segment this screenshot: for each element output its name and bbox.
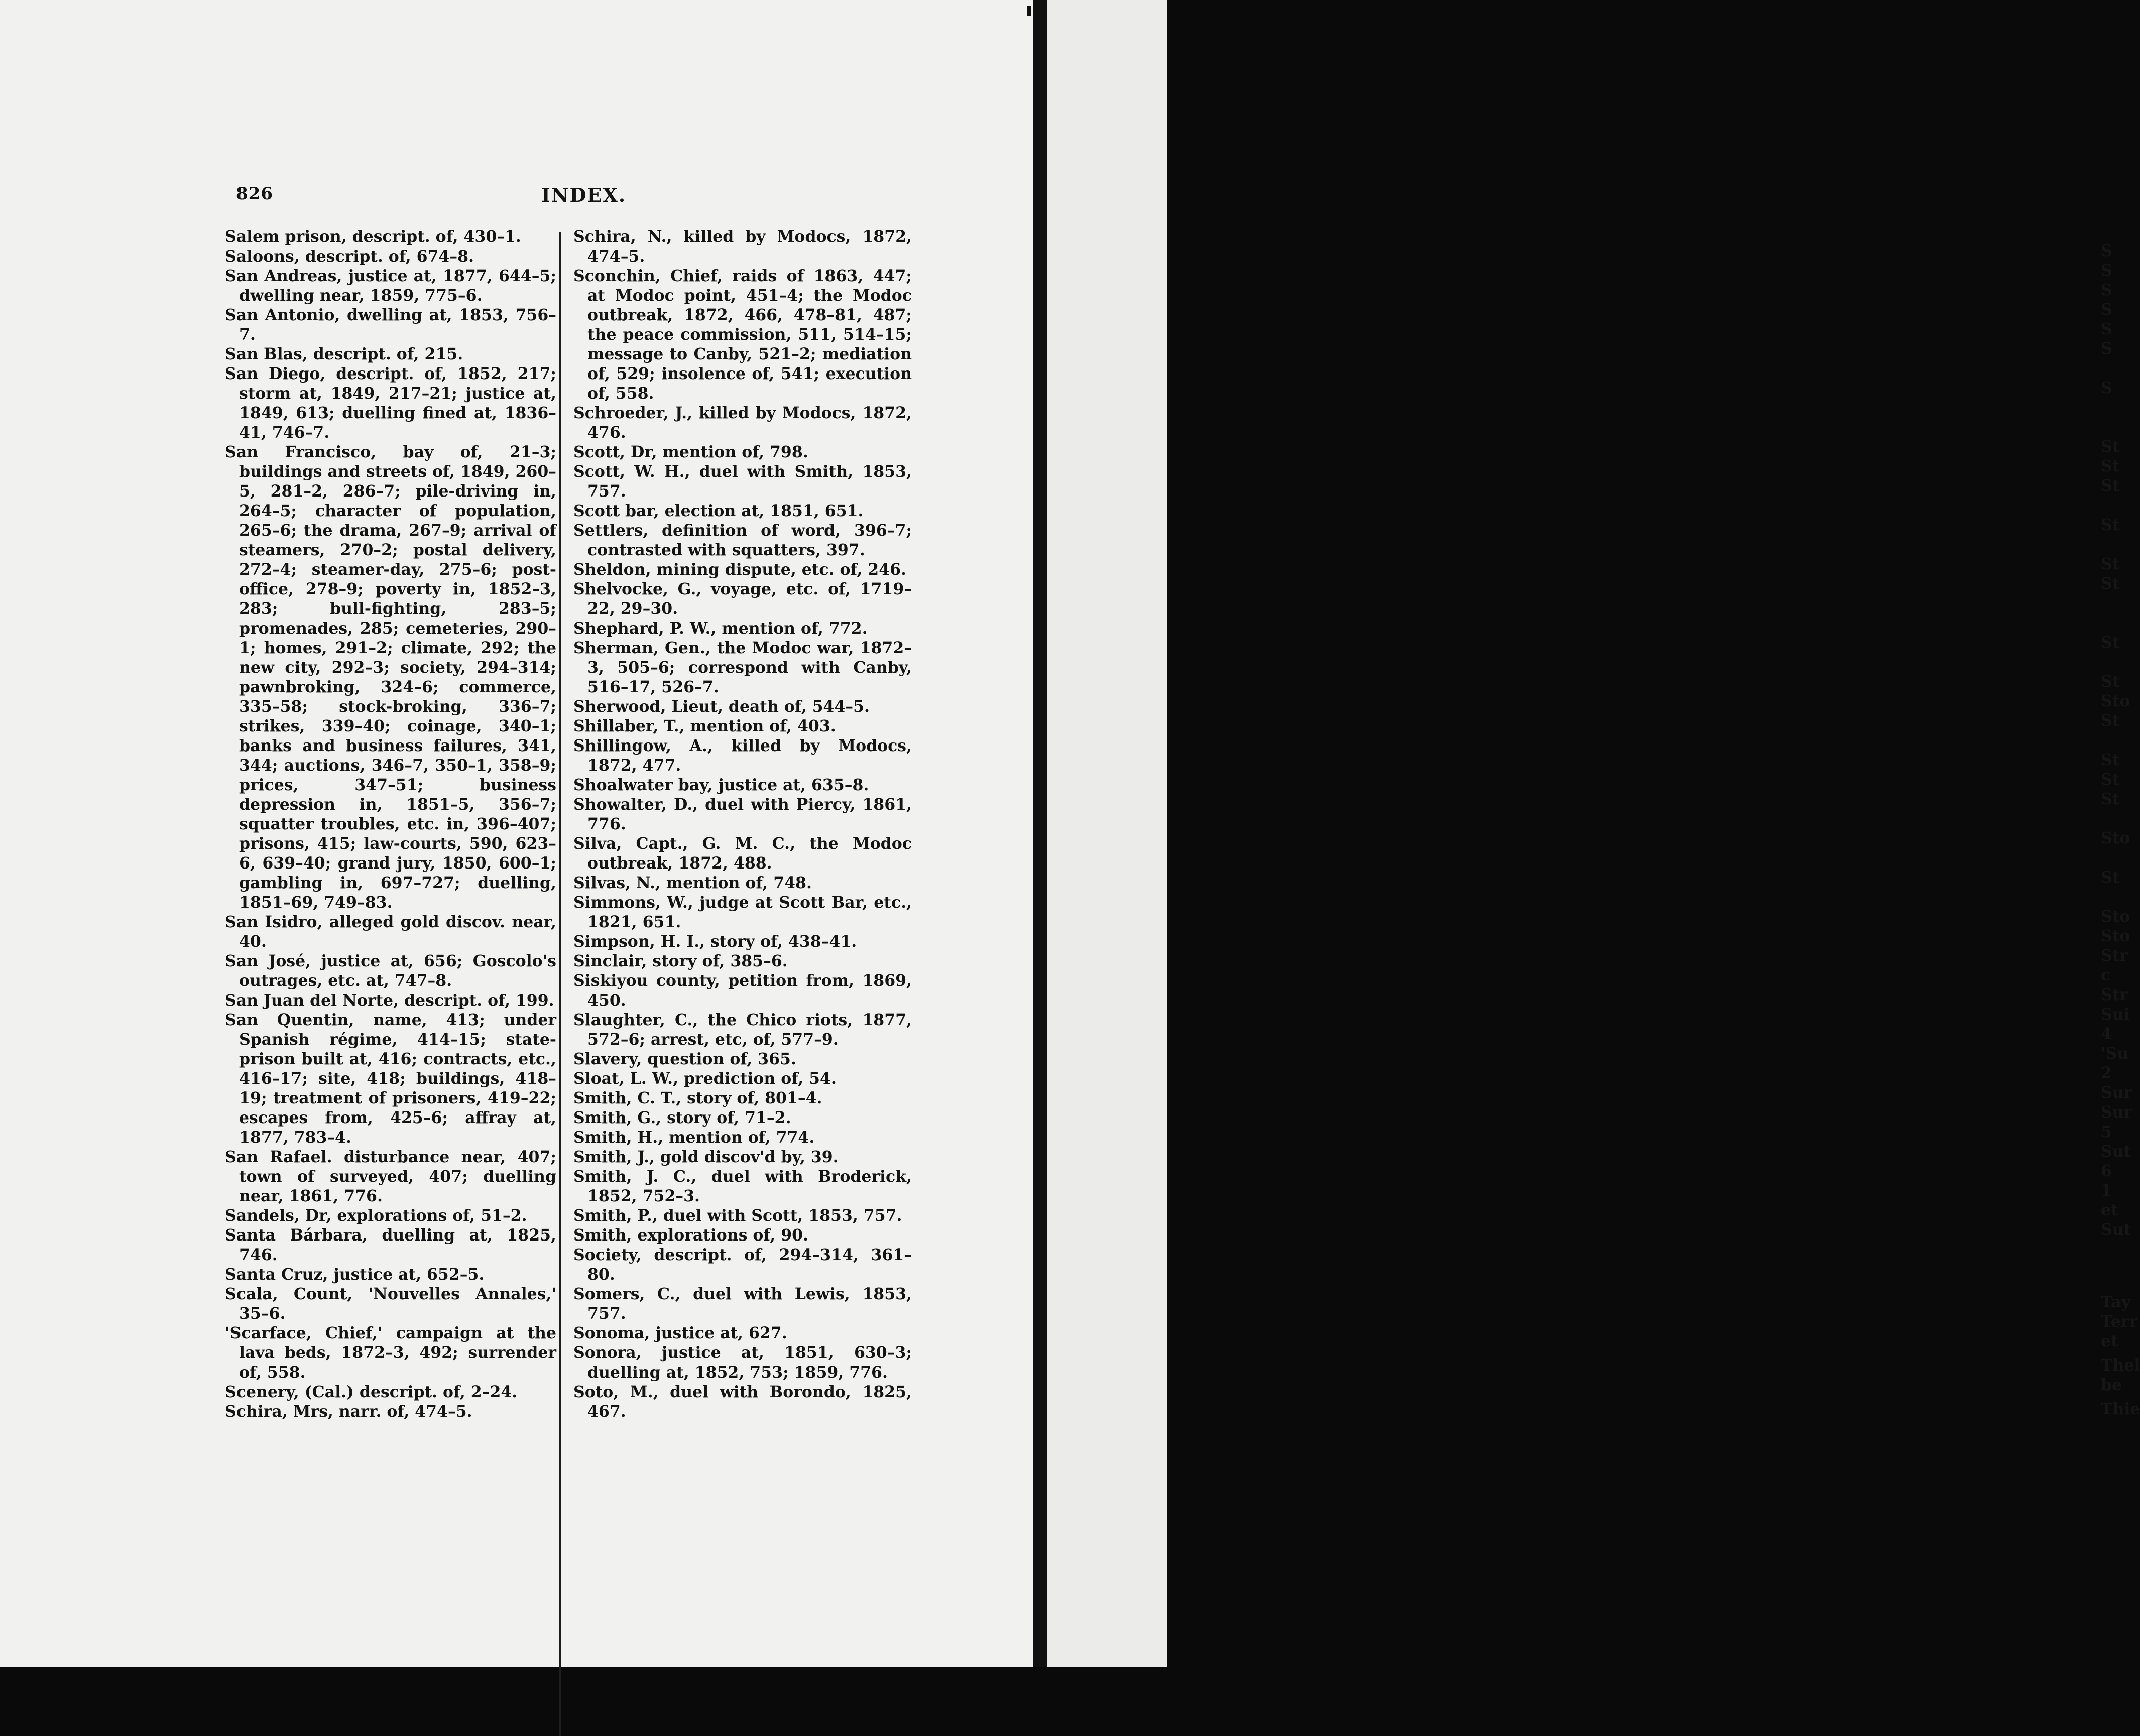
index-entry: San Francisco, bay of, 21–3; buildings and streets of, 1849, 260–5, 281–2, 286–7; pile-driving in, 264–5; character of population, 265–6; the drama, 267–9; arrival of steamers, 270–2; postal delivery, 272–4; steamer-day, 275–6; post-office, 278–9; poverty in, 1852–3, 283; bull-fighting, 283–5; promenades, 285; cemeteries, 290–1; homes, 291–2; climate, 292; the new city, 292–3; society, 294–314; pawnbroking, 324–6; commerce, 335–58; stock-broking, 336–7; strikes, 339–40; coinage, 340–1; banks and business failures, 341, 344; auctions, 346–7, 350–1, 358–9; prices, 347–51; business depression in, 1851–5, 356–7; squatter troubles, etc. in, 396–407; prisons, 415; law-courts, 590, 623–6, 639–40; grand jury, 1850, 600–1; gambling in, 697–727; duelling, 1851–69, 749–83.: [225, 443, 556, 912]
adjacent-page-fragment: St: [2101, 868, 2120, 887]
running-head: [0, 184, 1033, 209]
adjacent-page-fragment: St: [2101, 770, 2120, 789]
adjacent-page-fragment: et: [2101, 1201, 2118, 1219]
index-entry: 'Scarface, Chief,' campaign at the lava beds, 1872–3, 492; surrender of, 558.: [225, 1324, 556, 1382]
adjacent-page-fragment: S: [2101, 379, 2112, 397]
adjacent-page-fragment: St: [2101, 555, 2120, 573]
adjacent-page-fragment: 6: [2101, 1162, 2112, 1180]
index-entry: San Blas, descript. of, 215.: [225, 345, 463, 363]
adjacent-page-fragment: Sui: [2101, 1005, 2130, 1024]
index-entry: San Juan del Norte, descript. of, 199.: [225, 991, 554, 1010]
adjacent-page-fragment: be: [2101, 1376, 2122, 1394]
book-page: [0, 0, 1033, 1667]
index-entry: Sonora, justice at, 1851, 630–3; duelling at, 1852, 753; 1859, 776.: [573, 1343, 912, 1382]
index-entry: Sandels, Dr, explorations of, 51–2.: [225, 1206, 527, 1225]
index-entry: Sherman, Gen., the Modoc war, 1872–3, 505–6; correspond with Canby, 516–17, 526–7.: [573, 639, 912, 696]
adjacent-page-fragment: St: [2101, 633, 2120, 652]
adjacent-page-fragment: Sto: [2101, 829, 2130, 847]
page-number: 826: [236, 184, 273, 204]
adjacent-page-fragment: Sto: [2101, 927, 2130, 945]
adjacent-page-fragment: Thie: [2101, 1400, 2140, 1418]
index-entry: Smith, G., story of, 71–2.: [573, 1108, 791, 1127]
index-entry: Showalter, D., duel with Piercy, 1861, 776.: [573, 795, 912, 833]
index-column-left: [225, 227, 556, 1421]
index-entry: Salem prison, descript. of, 430–1.: [225, 227, 521, 246]
index-entry: Scott, W. H., duel with Smith, 1853, 757.: [573, 462, 912, 501]
adjacent-page-fragment: S: [2101, 339, 2112, 358]
index-entry: Smith, P., duel with Scott, 1853, 757.: [573, 1206, 902, 1225]
index-entry: Shillaber, T., mention of, 403.: [573, 717, 836, 735]
index-entry: Sherwood, Lieut, death of, 544–5.: [573, 697, 870, 716]
index-entry: Somers, C., duel with Lewis, 1853, 757.: [573, 1285, 912, 1323]
adjacent-page-fragment: St: [2101, 574, 2120, 593]
adjacent-page-fragment: Sur: [2101, 1083, 2132, 1102]
index-entry: San Diego, descript. of, 1852, 217; storm at, 1849, 217–21; justice at, 1849, 613; duelling fined at, 1836–41, 746–7.: [225, 364, 556, 442]
index-entry: Shelvocke, G., voyage, etc. of, 1719–22, 29–30.: [573, 580, 912, 618]
adjacent-page-fragment: St: [2101, 437, 2120, 456]
page-corner-mark: [1027, 6, 1031, 16]
index-column-right: [573, 227, 912, 1421]
index-entry: Shephard, P. W., mention of, 772.: [573, 619, 868, 638]
page-gutter: [1033, 0, 1047, 1667]
index-entry: Schira, N., killed by Modocs, 1872, 474–5.: [573, 227, 912, 266]
index-entry: Schroeder, J., killed by Modocs, 1872, 476.: [573, 404, 912, 442]
index-entry: Smith, explorations of, 90.: [573, 1226, 808, 1245]
adjacent-page-fragment: Sur: [2101, 1103, 2132, 1122]
adjacent-page-fragment: Str: [2101, 946, 2128, 965]
adjacent-page-fragment: S: [2101, 281, 2112, 299]
adjacent-page-fragment: Thel: [2101, 1356, 2140, 1375]
index-entry: Shoalwater bay, justice at, 635–8.: [573, 776, 869, 794]
adjacent-page-fragment: Str: [2101, 985, 2128, 1004]
index-entry: Scenery, (Cal.) descript. of, 2–24.: [225, 1383, 518, 1401]
adjacent-page-fragment: Tay: [2101, 1293, 2131, 1311]
adjacent-page-fragment: St: [2101, 457, 2120, 475]
adjacent-page-fragment: S: [2101, 320, 2112, 338]
adjacent-page-fragment: St: [2101, 516, 2120, 534]
page-title: INDEX.: [541, 184, 627, 206]
index-entry: Sloat, L. W., prediction of, 54.: [573, 1069, 837, 1088]
adjacent-page-fragment: St: [2101, 790, 2120, 808]
index-entry: San Quentin, name, 413; under Spanish régime, 414–15; state-prison built at, 416; contracts, etc., 416–17; site, 418; buildings, 418–19; treatment of prisoners, 419–22; escapes from, 425–6; affray at, 1877, 783–4.: [225, 1011, 556, 1147]
adjacent-page-fragment: Sto: [2101, 907, 2130, 926]
index-entry: San Isidro, alleged gold discov. near, 40.: [225, 913, 556, 951]
adjacent-page-fragment: St: [2101, 751, 2120, 769]
adjacent-page-fragment: c: [2101, 966, 2111, 984]
adjacent-page-fragment: 2: [2101, 1064, 2112, 1082]
adjacent-page-fragment: 4: [2101, 1025, 2112, 1043]
index-entry: Slaughter, C., the Chico riots, 1877, 572–6; arrest, etc, of, 577–9.: [573, 1011, 912, 1049]
index-entry: Slavery, question of, 365.: [573, 1050, 796, 1068]
adjacent-page-fragment: S: [2101, 241, 2112, 260]
adjacent-page-fragment: St: [2101, 476, 2120, 495]
adjacent-page-fragment: Terr: [2101, 1312, 2138, 1331]
index-entry: Simpson, H. I., story of, 438–41.: [573, 932, 857, 951]
index-entry: Smith, H., mention of, 774.: [573, 1128, 815, 1147]
column-divider: [559, 232, 561, 1736]
index-entry: Saloons, descript. of, 674–8.: [225, 247, 474, 266]
adjacent-page-fragment: Sut: [2101, 1220, 2131, 1239]
index-entry: Simmons, W., judge at Scott Bar, etc., 1821, 651.: [573, 893, 912, 931]
index-entry: Scott, Dr, mention of, 798.: [573, 443, 808, 461]
index-entry: Smith, C. T., story of, 801–4.: [573, 1089, 822, 1107]
index-entry: Sinclair, story of, 385–6.: [573, 952, 788, 970]
index-entry: Silvas, N., mention of, 748.: [573, 874, 812, 892]
adjacent-page-fragment: et: [2101, 1332, 2118, 1350]
adjacent-page-fragment: Sut: [2101, 1142, 2131, 1161]
index-entry: Smith, J. C., duel with Broderick, 1852, 752–3.: [573, 1167, 912, 1205]
index-entry: Siskiyou county, petition from, 1869, 450.: [573, 971, 912, 1010]
adjacent-page-fragment: S: [2101, 261, 2112, 280]
index-entry: Santa Bárbara, duelling at, 1825, 746.: [225, 1226, 556, 1264]
index-entry: Sconchin, Chief, raids of 1863, 447; at Modoc point, 451–4; the Modoc outbreak, 1872, 466, 478–81, 487; the peace commission, 511, 514–15; message to Canby, 521–2; mediation of, 529; insolence of, 541; execution of, 558.: [573, 267, 912, 403]
adjacent-page-fragment: St: [2101, 711, 2120, 730]
index-entry: San Antonio, dwelling at, 1853, 756–7.: [225, 306, 556, 344]
index-entry: Smith, J., gold discov'd by, 39.: [573, 1148, 839, 1166]
index-entry: Sonoma, justice at, 627.: [573, 1324, 787, 1342]
index-entry: Soto, M., duel with Borondo, 1825, 467.: [573, 1383, 912, 1421]
adjacent-page-fragment: S: [2101, 300, 2112, 319]
index-entry: Shillingow, A., killed by Modocs, 1872, 477.: [573, 736, 912, 775]
index-entry: San Andreas, justice at, 1877, 644–5; dwelling near, 1859, 775–6.: [225, 267, 556, 305]
index-entry: San José, justice at, 656; Goscolo's outrages, etc. at, 747–8.: [225, 952, 556, 990]
index-entry: Schira, Mrs, narr. of, 474–5.: [225, 1402, 472, 1421]
index-entry: Sheldon, mining dispute, etc. of, 246.: [573, 560, 906, 579]
index-entry: Scala, Count, 'Nouvelles Annales,' 35–6.: [225, 1285, 556, 1323]
index-entry: Society, descript. of, 294–314, 361–80.: [573, 1246, 912, 1284]
index-entry: Santa Cruz, justice at, 652–5.: [225, 1265, 485, 1284]
adjacent-page-fragment: 5: [2101, 1123, 2112, 1141]
adjacent-page-fragment: 'Su: [2101, 1044, 2129, 1063]
index-entry: Silva, Capt., G. M. C., the Modoc outbreak, 1872, 488.: [573, 834, 912, 873]
adjacent-page-fragment: Sto: [2101, 692, 2130, 710]
adjacent-page-fragment: St: [2101, 672, 2120, 691]
index-entry: Settlers, definition of word, 396–7; contrasted with squatters, 397.: [573, 521, 912, 559]
adjacent-page: [1047, 0, 2140, 1667]
index-entry: San Rafael. disturbance near, 407; town of surveyed, 407; duelling near, 1861, 776.: [225, 1148, 556, 1205]
adjacent-page-fragment: 1: [2101, 1181, 2112, 1200]
index-entry: Scott bar, election at, 1851, 651.: [573, 502, 864, 520]
